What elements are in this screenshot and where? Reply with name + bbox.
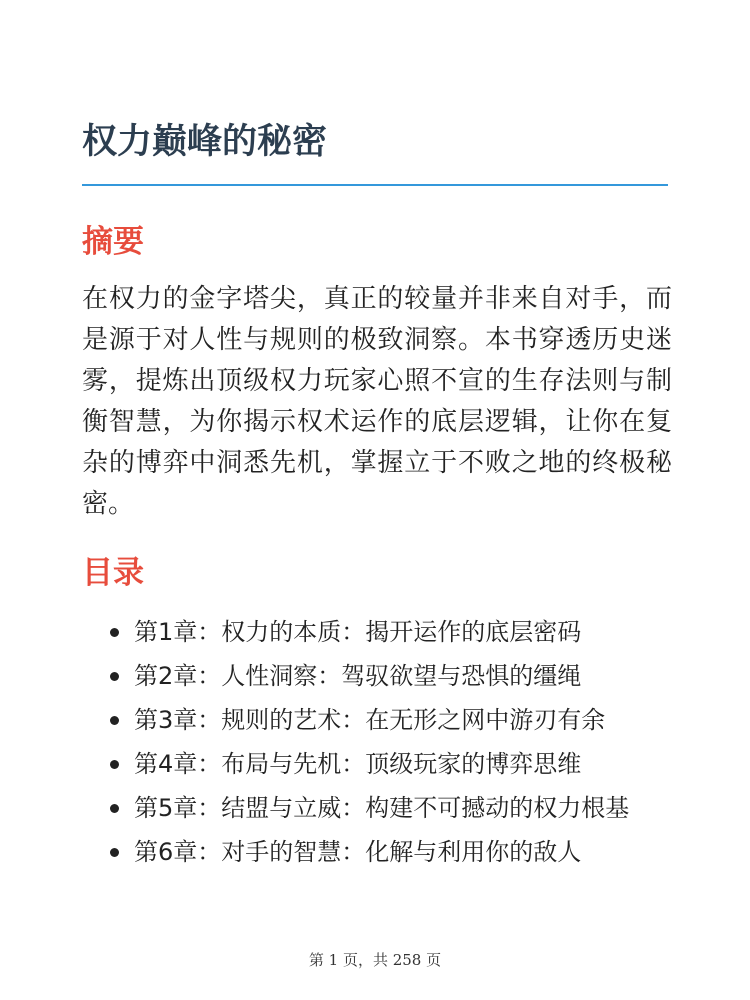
toc-item [82, 791, 672, 825]
bullet-icon [110, 628, 119, 637]
toc-item [82, 747, 672, 781]
toc-item-label: 第4章：布局与先机：顶级玩家的博弈思维 [134, 750, 582, 778]
table-of-contents [82, 615, 672, 879]
bullet-icon [110, 804, 119, 813]
bullet-icon [110, 848, 119, 857]
title-divider [82, 184, 668, 186]
bullet-icon [110, 716, 119, 725]
toc-item [82, 835, 672, 869]
toc-item-label: 第6章：对手的智慧：化解与利用你的敌人 [134, 838, 582, 866]
abstract-text: 在权力的金字塔尖，真正的较量并非来自对手，而是源于对人性与规则的极致洞察。本书穿透历史迷雾，提炼出顶级权力玩家心照不宣的生存法则与制衡智慧，为你揭示权术运作的底层逻辑，让你在复杂的博弈中洞悉先机，掌握立于不败之地的终极秘密。 [82, 284, 672, 519]
toc-item [82, 659, 672, 693]
toc-item-label: 第3章：规则的艺术：在无形之网中游刃有余 [134, 706, 606, 734]
page-number-footer: 第 1 页，共 258 页 [308, 951, 442, 969]
toc-heading: 目录 [82, 555, 144, 591]
toc-item [82, 615, 672, 649]
toc-item-label: 第2章：人性洞察：驾驭欲望与恐惧的缰绳 [134, 662, 582, 690]
abstract-heading: 摘要 [82, 224, 144, 260]
toc-item-label: 第5章：结盟与立威：构建不可撼动的权力根基 [134, 794, 630, 822]
toc-item [82, 703, 672, 737]
toc-item-label: 第1章：权力的本质：揭开运作的底层密码 [134, 618, 582, 646]
bullet-icon [110, 760, 119, 769]
document-title: 权力巅峰的秘密 [82, 122, 328, 162]
bullet-icon [110, 672, 119, 681]
